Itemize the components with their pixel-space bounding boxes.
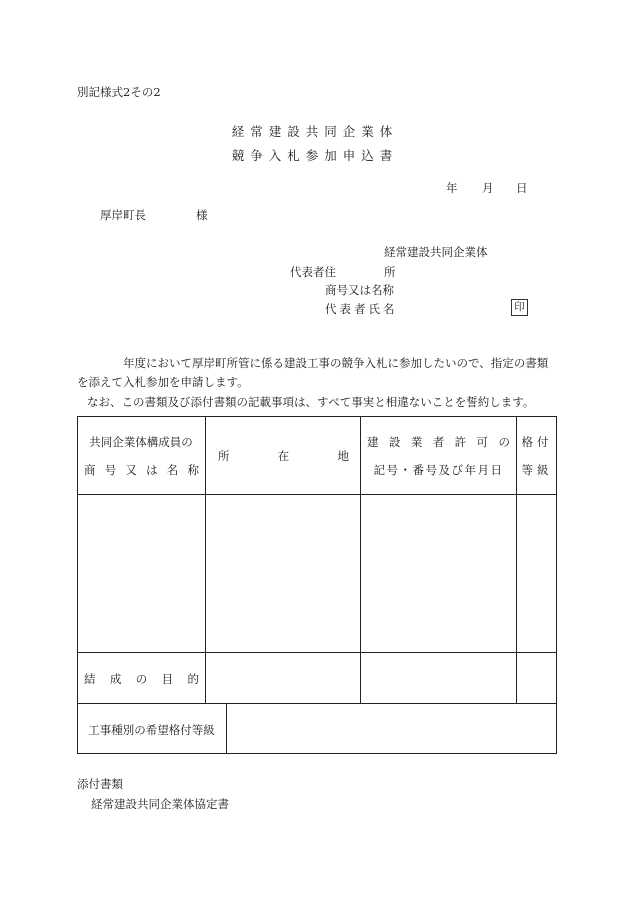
body-paragraph-1: 年度において厚岸町所管に係る建設工事の競争入札に参加したいので、指定の書類を添えて入札参加を申請します。 [77,356,549,389]
seal-mark: 印 [511,299,528,316]
representative-name-label: 代表者氏名 [325,302,398,316]
char: の [498,435,510,449]
char: 建 [367,435,379,449]
application-table [77,416,557,754]
char: 名 [166,463,179,477]
header-grade-line2: 等級 [521,463,553,477]
char: 在 [277,449,290,463]
representative-address-label: 代表者住 [290,265,336,279]
char: 成 [109,672,122,686]
char: 地 [337,449,349,463]
char: 所 [218,449,230,463]
char: 許 [454,435,467,449]
char: 称 [187,463,199,477]
header-license-line2: 記号・番号及び年月日 [373,463,504,477]
addressee: 厚岸町長 [100,208,146,222]
char: 結 [84,672,96,686]
trade-name-label: 商号又は名称 [325,283,394,297]
char: 設 [388,435,401,449]
header-license-line1 [367,434,510,450]
attachment-item: 経常建設共同企業体協定書 [91,797,229,811]
header-member-line2 [84,462,199,478]
char: 者 [432,435,445,449]
form-number: 別記様式2その2 [77,85,161,99]
document-title-line1: 経常建設共同企業体 [231,124,399,139]
char: の [135,672,148,686]
char: 号 [104,463,117,477]
representative-address-label-tail: 所 [384,265,396,279]
char: 業 [410,435,423,449]
body-paragraph-2: なお、この書類及び添付書類の記載事項は、すべて事実と相違ないことを誓約します。 [87,395,535,409]
char: 目 [161,672,174,686]
char: は [146,463,158,477]
honorific: 様 [196,208,208,222]
document-title-line2: 競争入札参加申込書 [231,148,399,163]
attachments-heading: 添付書類 [77,777,123,791]
header-location [218,448,349,464]
header-member-line1: 共同企業体構成員の [89,435,193,449]
char: 可 [476,435,489,449]
char: 的 [187,672,199,686]
desired-grade-label: 工事種別の希望格付等級 [88,723,215,737]
date-year: 年 [446,181,458,195]
date-month: 月 [482,181,494,195]
header-grade-line1: 格付 [521,435,553,449]
applicant-jv-name: 経常建設共同企業体 [384,245,488,259]
char: 又 [125,463,137,477]
purpose-label [84,671,199,687]
char: 商 [84,463,96,477]
date-day: 日 [516,181,528,195]
